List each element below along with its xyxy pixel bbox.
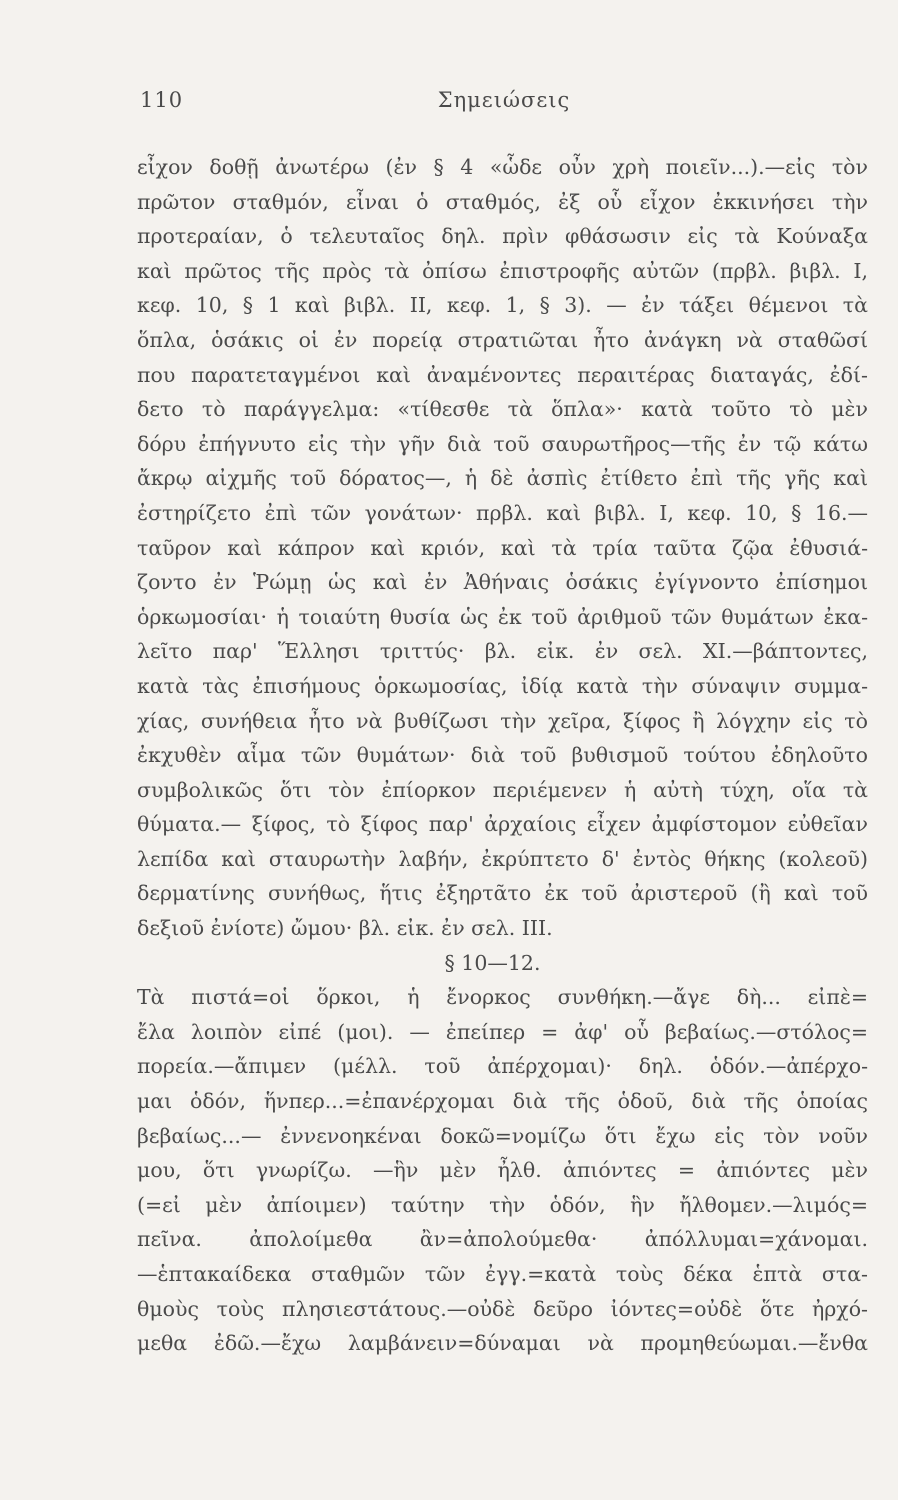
- text-line: κεφ. 10, § 1 καὶ βιβλ. ΙΙ, κεφ. 1, § 3). — ἐν τάξει θέμενοι τὰ: [137, 293, 868, 318]
- text-line: μου, ὅτι γνωρίζω. —ἣν μὲν ἦλθ. ἀπιόντες = ἀπιόντες μὲν: [137, 1158, 868, 1183]
- text-line: που παρατεταγμένοι καὶ ἀναμένοντες περαιτέρας διαταγάς, ἐδί-: [137, 362, 868, 387]
- text-line: χίας, συνήθεια ἦτο νὰ βυθίζωσι τὴν χεῖρα, ξίφος ἢ λόγχην εἰς τὸ: [137, 708, 868, 733]
- text-line: ἐστηρίζετο ἐπὶ τῶν γονάτων· πρβλ. καὶ βιβλ. Ι, κεφ. 10, § 16.—: [137, 500, 868, 525]
- text-line: πορεία.—ἄπιμεν (μέλλ. τοῦ ἀπέρχομαι)· δηλ. ὁδόν.—ἀπέρχο-: [137, 1054, 868, 1079]
- text-line: δετο τὸ παράγγελμα: «τίθεσθε τὰ ὅπλα»· κατὰ τοῦτο τὸ μὲν: [137, 397, 868, 422]
- text-line: ταῦρον καὶ κάπρον καὶ κριόν, καὶ τὰ τρία ταῦτα ζῷα ἐθυσιά-: [137, 535, 868, 560]
- text-line: βεβαίως...— ἐννενοηκέναι δοκῶ=νομίζω ὅτι ἔχω εἰς τὸν νοῦν: [137, 1123, 868, 1148]
- text-line: δόρυ ἐπήγνυτο εἰς τὴν γῆν διὰ τοῦ σαυρωτῆρος—τῆς ἐν τῷ κάτω: [137, 431, 868, 456]
- text-line: ὅπλα, ὁσάκις οἱ ἐν πορείᾳ στρατιῶται ἦτο ἀνάγκη νὰ σταθῶσί: [137, 327, 868, 352]
- page-number: 110: [140, 88, 184, 112]
- text-line: λεπίδα καὶ σταυρωτὴν λαβήν, ἐκρύπτετο δ' ἐντὸς θήκης (κολεοῦ): [137, 846, 868, 871]
- text-line: λεῖτο παρ' Ἕλλησι τριττύς· βλ. εἰκ. ἐν σελ. ΧΙ.—βάπτοντες,: [137, 639, 868, 664]
- text-line: θμοὺς τοὺς πλησιεστάτους.—οὐδὲ δεῦρο ἰόντες=οὐδὲ ὅτε ἠρχό-: [137, 1296, 868, 1321]
- text-line: δερματίνης συνήθως, ἥτις ἐξηρτᾶτο ἐκ τοῦ ἀριστεροῦ (ἢ καὶ τοῦ: [137, 881, 868, 906]
- text-line: συμβολικῶς ὅτι τὸν ἐπίορκον περιέμενεν ἡ αὐτὴ τύχη, οἵα τὰ: [137, 777, 868, 802]
- text-line: ἄκρῳ αἰχμῆς τοῦ δόρατος—, ἡ δὲ ἀσπὶς ἐτίθετο ἐπὶ τῆς γῆς καὶ: [137, 466, 868, 491]
- text-line: εἶχον δοθῇ ἀνωτέρω (ἐν § 4 «ὧδε οὖν χρὴ ποιεῖν...).—εἰς τὸν: [137, 155, 868, 179]
- page-header: [140, 88, 868, 122]
- text-line: (=εἰ μὲν ἀπίοιμεν) ταύτην τὴν ὁδόν, ἣν ἤλθομεν.—λιμός=: [137, 1192, 868, 1217]
- text-line: ἔλα λοιπὸν εἰπέ (μοι). — ἐπείπερ = ἀφ' οὗ βεβαίως.—στόλος=: [137, 1019, 868, 1044]
- text-line: πεῖνα. ἀπολοίμεθα ἂν=ἀπολούμεθα· ἀπόλλυμαι=χάνομαι.: [137, 1227, 868, 1252]
- section-heading: § 10—12.: [444, 950, 541, 975]
- text-line: δεξιοῦ ἐνίοτε) ὤμου· βλ. εἰκ. ἐν σελ. ΙΙΙ.: [137, 916, 553, 941]
- text-line: —ἑπτακαίδεκα σταθμῶν τῶν ἐγγ.=κατὰ τοὺς δέκα ἑπτὰ στα-: [137, 1262, 868, 1286]
- text-line: ὁρκωμοσίαι· ἡ τοιαύτη θυσία ὡς ἐκ τοῦ ἀριθμοῦ τῶν θυμάτων ἐκα-: [137, 604, 868, 629]
- text-line: μεθα ἐδῶ.—ἔχω λαμβάνειν=δύναμαι νὰ προμηθεύωμαι.—ἔνθα: [137, 1331, 868, 1356]
- text-line: μαι ὁδόν, ἥνπερ...=ἐπανέρχομαι διὰ τῆς ὁδοῦ, διὰ τῆς ὁποίας: [137, 1089, 868, 1114]
- running-head: Σημειώσεις: [437, 88, 571, 112]
- text-line: κατὰ τὰς ἐπισήμους ὁρκωμοσίας, ἰδίᾳ κατὰ τὴν σύναψιν συμμα-: [137, 673, 868, 698]
- page-body: [137, 150, 868, 1361]
- text-line: καὶ πρῶτος τῆς πρὸς τὰ ὀπίσω ἐπιστροφῆς αὐτῶν (πρβλ. βιβλ. Ι,: [137, 258, 868, 283]
- text-line: ἐκχυθὲν αἷμα τῶν θυμάτων· διὰ τοῦ βυθισμοῦ τούτου ἐδηλοῦτο: [137, 743, 868, 768]
- text-line: θύματα.— ξίφος, τὸ ξίφος παρ' ἀρχαίοις εἶχεν ἀμφίστομον εὐθεῖαν: [137, 812, 868, 837]
- text-line: προτεραίαν, ὁ τελευταῖος δηλ. πρὶν φθάσωσιν εἰς τὰ Κούναξα: [137, 224, 868, 249]
- text-line: Τὰ πιστά=οἱ ὅρκοι, ἡ ἔνορκος συνθήκη.—ἄγε δὴ... εἰπὲ=: [137, 985, 868, 1010]
- text-line: πρῶτον σταθμόν, εἶναι ὁ σταθμός, ἐξ οὗ εἶχον ἐκκινήσει τὴν: [137, 189, 868, 214]
- text-line: ζοντο ἐν Ῥώμῃ ὡς καὶ ἐν Ἀθήναις ὁσάκις ἐγίγνοντο ἐπίσημοι: [137, 570, 868, 595]
